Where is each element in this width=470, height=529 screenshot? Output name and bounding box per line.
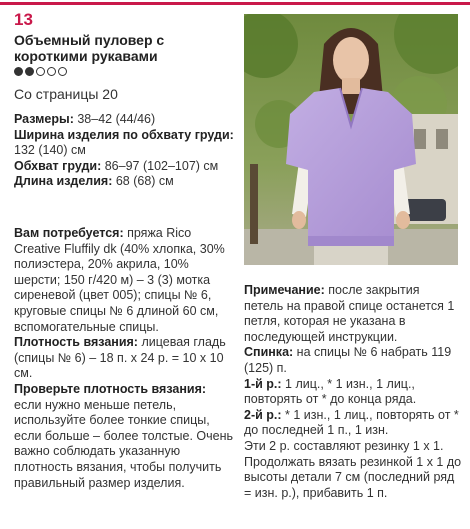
from-page-reference: Со страницы 20 <box>14 86 118 102</box>
instructions-block <box>244 283 462 501</box>
difficulty-dot-filled <box>14 67 23 76</box>
row2-paragraph: 2-й р.: * 1 изн., 1 лиц., повторять от * до последней 1 п., 1 изн. <box>244 407 459 438</box>
top-accent-bar <box>0 2 470 5</box>
spec-length: Длина изделия: 68 (68) см <box>14 174 174 189</box>
spec-width: Ширина изделия по обхвату груди: 132 (140) см <box>14 127 234 158</box>
difficulty-dot-empty <box>58 67 67 76</box>
spec-sizes: Размеры: 38–42 (44/46) <box>14 112 156 126</box>
model-photo <box>244 14 458 265</box>
gauge-paragraph: Плотность вязания: лицевая гладь (спицы № 6) – 18 п. х 24 р. = 10 х 10 см. <box>14 335 226 381</box>
spec-chest: Обхват груди: 86–97 (102–107) см <box>14 158 219 173</box>
specs-block <box>14 112 236 190</box>
pattern-number: 13 <box>14 10 33 29</box>
row1-paragraph: 1-й р.: 1 лиц., * 1 изн., 1 лиц., повторять от * до конца ряда. <box>244 376 417 407</box>
check-gauge-paragraph: Проверьте плотность вязания: если нужно меньше петель, используйте более тонкие спицы, если больше – более толстые. Очень важно соблюдать указанную плотность вязания, чтобы получить правильный размер изделия. <box>14 381 233 490</box>
note-paragraph: Примечание: после закрытия петель на правой спице останется 1 петля, которая не указана в последующей инструкции. <box>244 283 455 344</box>
model-photo-illustration <box>244 14 458 265</box>
continuation-paragraph: Эти 2 р. составляют резинку 1 х 1. Продолжать вязать резинкой 1 х 1 до высоты детали 7 см (последний ряд = изн. р.), прибавить 1 п. <box>244 438 462 500</box>
difficulty-dot-empty <box>36 67 45 76</box>
back-paragraph: Спинка: на спицы № 6 набрать 119 (125) п. <box>244 345 452 375</box>
pattern-title: Объемный пуловер с короткими рукавами <box>14 32 165 64</box>
difficulty-dot-filled <box>25 67 34 76</box>
materials-paragraph: Вам потребуется: пряжа Rico Creative Fluffily dk (40% хлопка, 30% полиэстера, 20% акрила, 10% шерсти; 150 г/420 м) – 3 (3) мотка сиреневой (цвет 005); спицы № 6, круговые спицы № 6 длиной 60 см, вспомогательные спицы. <box>14 226 225 334</box>
difficulty-rating <box>14 67 67 76</box>
difficulty-dot-empty <box>47 67 56 76</box>
materials-block <box>14 226 236 491</box>
